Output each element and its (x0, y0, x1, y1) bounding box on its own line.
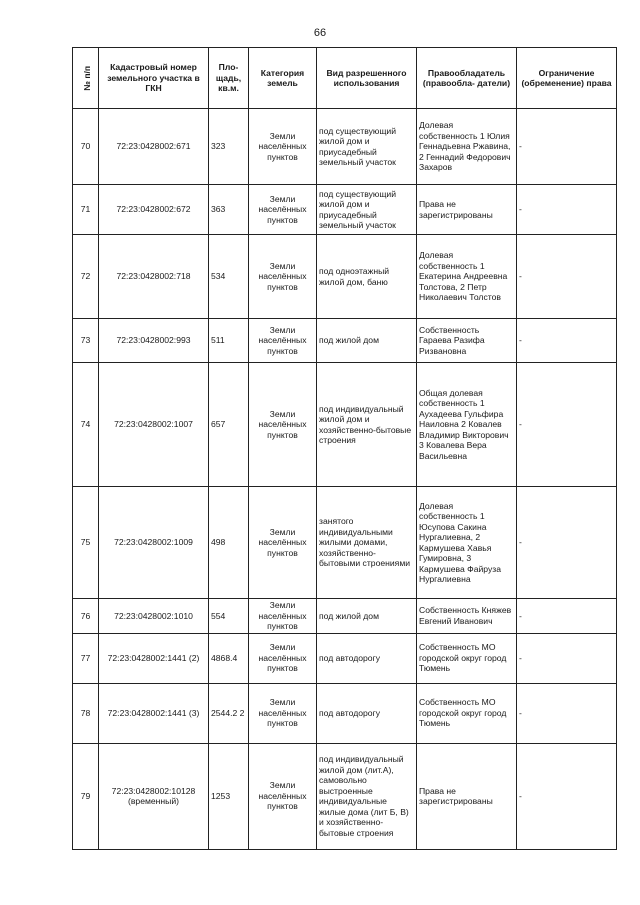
cell-restriction: - (517, 109, 617, 185)
cell-owner: Долевая собственность 1 Юсупова Сакина Нургалиевна, 2 Кармушева Хавья Гумировна, 3 Кармушева Файруза Нургалиевна (417, 487, 517, 599)
cell-restriction: - (517, 633, 617, 683)
header-num: № п/п (73, 48, 99, 109)
cell-num: 79 (73, 743, 99, 849)
cell-num: 73 (73, 319, 99, 363)
cell-category: Земли населённых пунктов (249, 363, 317, 487)
cell-restriction: - (517, 487, 617, 599)
table-row (73, 683, 617, 743)
cell-category: Земли населённых пунктов (249, 599, 317, 634)
cell-area: 1253 (209, 743, 249, 849)
table-row (73, 363, 617, 487)
cell-num: 76 (73, 599, 99, 634)
cell-area: 2544.2 2 (209, 683, 249, 743)
cell-owner: Собственность МО городской округ город Тюмень (417, 633, 517, 683)
cell-category: Земли населённых пунктов (249, 185, 317, 235)
cell-owner: Долевая собственность 1 Юлия Геннадьевна Ржавина, 2 Геннадий Федорович Захаров (417, 109, 517, 185)
cell-area: 498 (209, 487, 249, 599)
cell-owner: Собственность МО городской округ город Тюмень (417, 683, 517, 743)
cell-owner: Долевая собственность 1 Екатерина Андреевна Толстова, 2 Петр Николаевич Толстов (417, 235, 517, 319)
cell-cadastral: 72:23:0428002:1441 (3) (99, 683, 209, 743)
cell-num: 78 (73, 683, 99, 743)
cell-use: под одноэтажный жилой дом, баню (317, 235, 417, 319)
table-row (73, 235, 617, 319)
page-number: 66 (313, 27, 327, 39)
table-row (73, 185, 617, 235)
table-row (73, 633, 617, 683)
cell-owner: Права не зарегистрированы (417, 185, 517, 235)
cell-cadastral: 72:23:0428002:671 (99, 109, 209, 185)
table-header-row (73, 48, 617, 109)
cell-area: 323 (209, 109, 249, 185)
cell-owner: Собственность Гараева Разифа Ризвановна (417, 319, 517, 363)
header-owner: Правообладатель (правообла- датели) (417, 48, 517, 109)
cell-area: 554 (209, 599, 249, 634)
cell-area: 363 (209, 185, 249, 235)
cell-area: 511 (209, 319, 249, 363)
cell-category: Земли населённых пунктов (249, 319, 317, 363)
cell-owner: Собственность Княжев Евгений Иванович (417, 599, 517, 634)
cell-category: Земли населённых пунктов (249, 487, 317, 599)
cell-owner: Общая долевая собственность 1 Аухадеева Гульфира Наиловна 2 Ковалев Владимир Викторович 3 Ковалева Вера Васильевна (417, 363, 517, 487)
cell-restriction: - (517, 185, 617, 235)
cell-restriction: - (517, 319, 617, 363)
cell-cadastral: 72:23:0428002:10128 (временный) (99, 743, 209, 849)
cell-num: 77 (73, 633, 99, 683)
cell-category: Земли населённых пунктов (249, 235, 317, 319)
header-area: Пло- щадь, кв.м. (209, 48, 249, 109)
cell-num: 75 (73, 487, 99, 599)
cell-area: 534 (209, 235, 249, 319)
header-category: Категория земель (249, 48, 317, 109)
cell-area: 657 (209, 363, 249, 487)
cell-restriction: - (517, 683, 617, 743)
cell-num: 70 (73, 109, 99, 185)
cell-use: под жилой дом (317, 599, 417, 634)
cell-cadastral: 72:23:0428002:718 (99, 235, 209, 319)
cell-restriction: - (517, 599, 617, 634)
land-registry-table (72, 47, 617, 850)
cell-num: 71 (73, 185, 99, 235)
cell-category: Земли населённых пунктов (249, 109, 317, 185)
cell-restriction: - (517, 363, 617, 487)
cell-category: Земли населённых пунктов (249, 683, 317, 743)
cell-use: занятого индивидуальными жилыми домами, хозяйственно-бытовыми строениями (317, 487, 417, 599)
cell-cadastral: 72:23:0428002:672 (99, 185, 209, 235)
cell-category: Земли населённых пунктов (249, 743, 317, 849)
cell-cadastral: 72:23:0428002:1007 (99, 363, 209, 487)
cell-cadastral: 72:23:0428002:1009 (99, 487, 209, 599)
table-row (73, 599, 617, 634)
cell-use: под автодорогу (317, 683, 417, 743)
cell-restriction: - (517, 235, 617, 319)
table-row (73, 109, 617, 185)
cell-cadastral: 72:23:0428002:1441 (2) (99, 633, 209, 683)
cell-num: 72 (73, 235, 99, 319)
table-row (73, 319, 617, 363)
cell-cadastral: 72:23:0428002:1010 (99, 599, 209, 634)
cell-use: под жилой дом (317, 319, 417, 363)
cell-use: под индивидуальный жилой дом и хозяйственно-бытовые строения (317, 363, 417, 487)
cell-num: 74 (73, 363, 99, 487)
header-cadastral: Кадастровый номер земельного участка в ГКН (99, 48, 209, 109)
header-restriction: Ограничение (обременение) права (517, 48, 617, 109)
cell-restriction: - (517, 743, 617, 849)
table-row (73, 487, 617, 599)
cell-category: Земли населённых пунктов (249, 633, 317, 683)
cell-use: под автодорогу (317, 633, 417, 683)
header-use: Вид разрешенного использования (317, 48, 417, 109)
cell-use: под существующий жилой дом и приусадебный земельный участок (317, 185, 417, 235)
table-row (73, 743, 617, 849)
cell-cadastral: 72:23:0428002:993 (99, 319, 209, 363)
cell-use: под существующий жилой дом и приусадебный земельный участок (317, 109, 417, 185)
cell-use: под индивидуальный жилой дом (лит.А), самовольно выстроенные индивидуальные жилые дома (лит Б, В) и хозяйственно-бытовые строения (317, 743, 417, 849)
cell-owner: Права не зарегистрированы (417, 743, 517, 849)
cell-area: 4868.4 (209, 633, 249, 683)
